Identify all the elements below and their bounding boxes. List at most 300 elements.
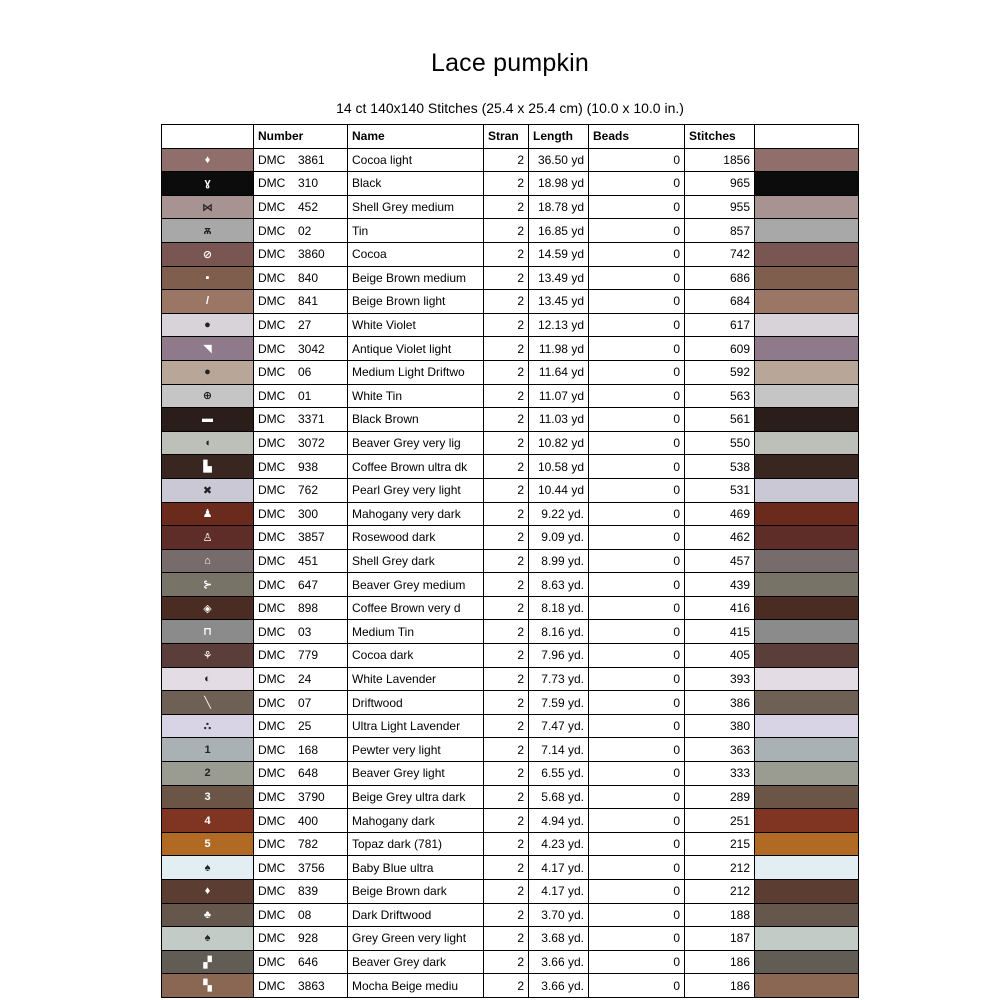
thread-beads: 0: [589, 596, 685, 620]
thread-strands: 2: [484, 478, 529, 502]
table-row: [162, 337, 859, 361]
table-row: [162, 974, 859, 998]
thread-length: 18.78 yd: [529, 195, 589, 219]
thread-brand: DMC: [258, 436, 286, 451]
thread-strands: 2: [484, 832, 529, 856]
symbol-swatch: ♦: [162, 880, 254, 904]
thread-strands: 2: [484, 573, 529, 597]
table-row: [162, 856, 859, 880]
thread-name: Cocoa light: [348, 148, 484, 172]
thread-brand: DMC: [258, 813, 286, 828]
thread-beads: 0: [589, 738, 685, 762]
thread-stitches: 186: [685, 950, 755, 974]
table-row: [162, 620, 859, 644]
thread-length: 10.58 yd: [529, 455, 589, 479]
thread-strands: 2: [484, 644, 529, 668]
symbol-swatch: ◈: [162, 596, 254, 620]
thread-length: 11.07 yd: [529, 384, 589, 408]
thread-number: [254, 762, 348, 786]
thread-name: Rosewood dark: [348, 526, 484, 550]
symbol-swatch: ♠: [162, 856, 254, 880]
table-row: [162, 785, 859, 809]
thread-beads: 0: [589, 455, 685, 479]
symbol-swatch: 4: [162, 809, 254, 833]
thread-length: 8.18 yd.: [529, 596, 589, 620]
symbol-swatch: ◖: [162, 431, 254, 455]
color-swatch: [755, 455, 859, 479]
thread-stitches: 955: [685, 195, 755, 219]
thread-strands: 2: [484, 195, 529, 219]
thread-code: 27: [298, 318, 312, 333]
thread-brand: DMC: [258, 978, 286, 993]
table-row: [162, 478, 859, 502]
thread-beads: 0: [589, 526, 685, 550]
table-row: [162, 266, 859, 290]
thread-name: Cocoa: [348, 242, 484, 266]
thread-brand: DMC: [258, 837, 286, 852]
thread-name: Mocha Beige mediu: [348, 974, 484, 998]
thread-name: Antique Violet light: [348, 337, 484, 361]
thread-length: 8.16 yd.: [529, 620, 589, 644]
color-swatch: [755, 148, 859, 172]
thread-name: Beige Brown light: [348, 290, 484, 314]
thread-length: 3.70 yd.: [529, 903, 589, 927]
thread-name: Medium Light Driftwo: [348, 360, 484, 384]
thread-beads: 0: [589, 384, 685, 408]
thread-brand: DMC: [258, 719, 286, 734]
table-row: [162, 290, 859, 314]
color-swatch: [755, 950, 859, 974]
thread-stitches: 684: [685, 290, 755, 314]
symbol-swatch: ▬: [162, 408, 254, 432]
thread-brand: DMC: [258, 388, 286, 403]
thread-stitches: 380: [685, 714, 755, 738]
color-swatch: [755, 667, 859, 691]
thread-name: White Tin: [348, 384, 484, 408]
thread-length: 4.23 yd.: [529, 832, 589, 856]
symbol-swatch: ●: [162, 360, 254, 384]
symbol-swatch: ♠: [162, 927, 254, 951]
thread-stitches: 186: [685, 974, 755, 998]
thread-number: [254, 337, 348, 361]
thread-number: [254, 502, 348, 526]
table-row: [162, 738, 859, 762]
symbol-swatch: ⚘: [162, 644, 254, 668]
thread-stitches: 531: [685, 478, 755, 502]
thread-beads: 0: [589, 762, 685, 786]
thread-beads: 0: [589, 880, 685, 904]
thread-beads: 0: [589, 832, 685, 856]
thread-code: 648: [298, 766, 319, 781]
thread-strands: 2: [484, 148, 529, 172]
symbol-swatch: ▙: [162, 455, 254, 479]
thread-number: [254, 691, 348, 715]
thread-strands: 2: [484, 785, 529, 809]
thread-stitches: 386: [685, 691, 755, 715]
thread-stitches: 462: [685, 526, 755, 550]
thread-strands: 2: [484, 384, 529, 408]
symbol-swatch: ●: [162, 313, 254, 337]
symbol-swatch: ✖: [162, 478, 254, 502]
thread-length: 8.99 yd.: [529, 549, 589, 573]
thread-number: [254, 667, 348, 691]
thread-stitches: 742: [685, 242, 755, 266]
color-swatch: [755, 290, 859, 314]
thread-code: 762: [298, 483, 319, 498]
symbol-swatch: ♙: [162, 526, 254, 550]
thread-brand: DMC: [258, 365, 286, 380]
thread-number: [254, 526, 348, 550]
table-row: [162, 691, 859, 715]
thread-number: [254, 313, 348, 337]
symbol-swatch: ⊕: [162, 384, 254, 408]
color-swatch: [755, 880, 859, 904]
thread-code: 300: [298, 506, 319, 521]
table-row: [162, 313, 859, 337]
thread-beads: 0: [589, 974, 685, 998]
thread-brand: DMC: [258, 530, 286, 545]
thread-length: 3.68 yd.: [529, 927, 589, 951]
thread-brand: DMC: [258, 789, 286, 804]
symbol-swatch: /: [162, 290, 254, 314]
thread-strands: 2: [484, 927, 529, 951]
thread-strands: 2: [484, 809, 529, 833]
thread-name: Beaver Grey medium: [348, 573, 484, 597]
thread-number: [254, 620, 348, 644]
thread-length: 3.66 yd.: [529, 974, 589, 998]
table-row: [162, 667, 859, 691]
thread-length: 11.98 yd: [529, 337, 589, 361]
thread-strands: 2: [484, 714, 529, 738]
symbol-swatch: ∴: [162, 714, 254, 738]
thread-strands: 2: [484, 620, 529, 644]
thread-length: 8.63 yd.: [529, 573, 589, 597]
thread-stitches: 439: [685, 573, 755, 597]
thread-name: Black Brown: [348, 408, 484, 432]
header-beads: Beads: [589, 125, 685, 149]
thread-name: Shell Grey dark: [348, 549, 484, 573]
thread-code: 07: [298, 695, 312, 710]
color-swatch: [755, 856, 859, 880]
thread-number: [254, 408, 348, 432]
thread-length: 3.66 yd.: [529, 950, 589, 974]
thread-code: 3863: [298, 978, 325, 993]
thread-code: 3857: [298, 530, 325, 545]
header-length: Length: [529, 125, 589, 149]
thread-beads: 0: [589, 431, 685, 455]
thread-length: 16.85 yd: [529, 219, 589, 243]
thread-beads: 0: [589, 266, 685, 290]
thread-beads: 0: [589, 950, 685, 974]
thread-number: [254, 148, 348, 172]
thread-brand: DMC: [258, 742, 286, 757]
thread-number: [254, 785, 348, 809]
thread-strands: 2: [484, 880, 529, 904]
table-row: [162, 950, 859, 974]
symbol-swatch: 5: [162, 832, 254, 856]
thread-name: Tin: [348, 219, 484, 243]
thread-code: 400: [298, 813, 319, 828]
thread-name: Cocoa dark: [348, 644, 484, 668]
thread-code: 3072: [298, 436, 325, 451]
thread-name: Beaver Grey dark: [348, 950, 484, 974]
color-swatch: [755, 549, 859, 573]
header-stitches: Stitches: [685, 125, 755, 149]
thread-code: 06: [298, 365, 312, 380]
thread-name: Beige Brown dark: [348, 880, 484, 904]
thread-brand: DMC: [258, 931, 286, 946]
table-row: [162, 927, 859, 951]
thread-name: Driftwood: [348, 691, 484, 715]
table-row: [162, 242, 859, 266]
thread-beads: 0: [589, 242, 685, 266]
symbol-swatch: ɣ: [162, 172, 254, 196]
thread-length: 6.55 yd.: [529, 762, 589, 786]
symbol-swatch: ѫ: [162, 219, 254, 243]
thread-beads: 0: [589, 337, 685, 361]
thread-strands: 2: [484, 856, 529, 880]
symbol-swatch: ▞: [162, 950, 254, 974]
thread-beads: 0: [589, 644, 685, 668]
symbol-swatch: ◥: [162, 337, 254, 361]
thread-code: 01: [298, 388, 312, 403]
thread-name: White Lavender: [348, 667, 484, 691]
thread-strands: 2: [484, 360, 529, 384]
thread-beads: 0: [589, 502, 685, 526]
thread-name: Black: [348, 172, 484, 196]
thread-key-table: [161, 124, 859, 998]
thread-number: [254, 596, 348, 620]
header-name: Name: [348, 125, 484, 149]
thread-number: [254, 290, 348, 314]
thread-brand: DMC: [258, 412, 286, 427]
table-row: [162, 880, 859, 904]
thread-stitches: 333: [685, 762, 755, 786]
thread-brand: DMC: [258, 860, 286, 875]
thread-length: 7.14 yd.: [529, 738, 589, 762]
thread-length: 11.64 yd: [529, 360, 589, 384]
thread-length: 9.22 yd.: [529, 502, 589, 526]
thread-number: [254, 903, 348, 927]
thread-length: 9.09 yd.: [529, 526, 589, 550]
thread-number: [254, 880, 348, 904]
table-row: [162, 714, 859, 738]
thread-strands: 2: [484, 667, 529, 691]
thread-strands: 2: [484, 526, 529, 550]
thread-brand: DMC: [258, 223, 286, 238]
color-swatch: [755, 431, 859, 455]
thread-number: [254, 809, 348, 833]
thread-stitches: 469: [685, 502, 755, 526]
thread-name: Medium Tin: [348, 620, 484, 644]
thread-length: 7.73 yd.: [529, 667, 589, 691]
thread-name: Beaver Grey very lig: [348, 431, 484, 455]
table-row: [162, 762, 859, 786]
thread-stitches: 188: [685, 903, 755, 927]
color-swatch: [755, 478, 859, 502]
thread-brand: DMC: [258, 459, 286, 474]
thread-code: 840: [298, 270, 319, 285]
thread-number: [254, 927, 348, 951]
thread-stitches: 1856: [685, 148, 755, 172]
table-row: [162, 573, 859, 597]
thread-stitches: 609: [685, 337, 755, 361]
thread-stitches: 363: [685, 738, 755, 762]
thread-length: 4.17 yd.: [529, 856, 589, 880]
thread-length: 11.03 yd: [529, 408, 589, 432]
thread-brand: DMC: [258, 884, 286, 899]
thread-strands: 2: [484, 974, 529, 998]
symbol-swatch: ▪: [162, 266, 254, 290]
color-swatch: [755, 785, 859, 809]
thread-stitches: 457: [685, 549, 755, 573]
color-swatch: [755, 762, 859, 786]
thread-code: 02: [298, 223, 312, 238]
table-row: [162, 408, 859, 432]
thread-brand: DMC: [258, 318, 286, 333]
symbol-swatch: ⊘: [162, 242, 254, 266]
thread-strands: 2: [484, 337, 529, 361]
thread-length: 4.94 yd.: [529, 809, 589, 833]
symbol-swatch: 1: [162, 738, 254, 762]
color-swatch: [755, 313, 859, 337]
thread-beads: 0: [589, 408, 685, 432]
thread-name: Shell Grey medium: [348, 195, 484, 219]
thread-brand: DMC: [258, 176, 286, 191]
header-color: [755, 125, 859, 149]
symbol-swatch: ⊱: [162, 573, 254, 597]
table-row: [162, 384, 859, 408]
thread-beads: 0: [589, 290, 685, 314]
thread-name: Pearl Grey very light: [348, 478, 484, 502]
thread-brand: DMC: [258, 577, 286, 592]
thread-brand: DMC: [258, 955, 286, 970]
thread-stitches: 686: [685, 266, 755, 290]
color-swatch: [755, 596, 859, 620]
thread-length: 36.50 yd: [529, 148, 589, 172]
table-row: [162, 644, 859, 668]
thread-code: 839: [298, 884, 319, 899]
thread-code: 451: [298, 553, 319, 568]
thread-length: 13.49 yd: [529, 266, 589, 290]
symbol-swatch: ◐: [162, 667, 254, 691]
thread-beads: 0: [589, 691, 685, 715]
thread-name: Mahogany very dark: [348, 502, 484, 526]
symbol-swatch: ⊓: [162, 620, 254, 644]
thread-strands: 2: [484, 903, 529, 927]
symbol-swatch: ╲: [162, 691, 254, 715]
header-symbol: [162, 125, 254, 149]
thread-number: [254, 455, 348, 479]
thread-brand: DMC: [258, 553, 286, 568]
thread-strands: 2: [484, 596, 529, 620]
thread-brand: DMC: [258, 648, 286, 663]
thread-strands: 2: [484, 762, 529, 786]
color-swatch: [755, 195, 859, 219]
thread-number: [254, 478, 348, 502]
thread-code: 3756: [298, 860, 325, 875]
thread-number: [254, 242, 348, 266]
thread-code: 3790: [298, 789, 325, 804]
thread-stitches: 212: [685, 856, 755, 880]
table-row: [162, 549, 859, 573]
thread-code: 928: [298, 931, 319, 946]
color-swatch: [755, 408, 859, 432]
table-row: [162, 832, 859, 856]
thread-number: [254, 644, 348, 668]
thread-brand: DMC: [258, 341, 286, 356]
thread-code: 841: [298, 294, 319, 309]
thread-length: 5.68 yd.: [529, 785, 589, 809]
thread-code: 782: [298, 837, 319, 852]
thread-strands: 2: [484, 738, 529, 762]
color-swatch: [755, 644, 859, 668]
thread-strands: 2: [484, 549, 529, 573]
thread-stitches: 289: [685, 785, 755, 809]
thread-beads: 0: [589, 549, 685, 573]
thread-name: Dark Driftwood: [348, 903, 484, 927]
thread-brand: DMC: [258, 624, 286, 639]
thread-strands: 2: [484, 455, 529, 479]
thread-code: 168: [298, 742, 319, 757]
header-number: Number: [254, 125, 348, 149]
thread-name: Beige Brown medium: [348, 266, 484, 290]
thread-code: 03: [298, 624, 312, 639]
thread-number: [254, 266, 348, 290]
thread-brand: DMC: [258, 907, 286, 922]
thread-stitches: 563: [685, 384, 755, 408]
thread-strands: 2: [484, 172, 529, 196]
color-swatch: [755, 738, 859, 762]
color-swatch: [755, 903, 859, 927]
color-swatch: [755, 714, 859, 738]
table-row: [162, 809, 859, 833]
thread-stitches: 561: [685, 408, 755, 432]
thread-brand: DMC: [258, 200, 286, 215]
thread-stitches: 405: [685, 644, 755, 668]
thread-strands: 2: [484, 691, 529, 715]
color-swatch: [755, 809, 859, 833]
thread-brand: DMC: [258, 766, 286, 781]
symbol-swatch: ♟: [162, 502, 254, 526]
thread-number: [254, 832, 348, 856]
table-header-row: [162, 125, 859, 149]
thread-code: 898: [298, 601, 319, 616]
thread-number: [254, 219, 348, 243]
thread-length: 4.17 yd.: [529, 880, 589, 904]
thread-length: 10.44 yd: [529, 478, 589, 502]
thread-stitches: 617: [685, 313, 755, 337]
thread-name: Beige Grey ultra dark: [348, 785, 484, 809]
thread-length: 10.82 yd: [529, 431, 589, 455]
thread-beads: 0: [589, 809, 685, 833]
thread-code: 3861: [298, 152, 325, 167]
table-row: [162, 360, 859, 384]
color-swatch: [755, 219, 859, 243]
thread-number: [254, 974, 348, 998]
color-swatch: [755, 242, 859, 266]
thread-beads: 0: [589, 927, 685, 951]
symbol-swatch: ▚: [162, 974, 254, 998]
thread-brand: DMC: [258, 695, 286, 710]
thread-number: [254, 195, 348, 219]
header-strands: Stran: [484, 125, 529, 149]
thread-name: Coffee Brown ultra dk: [348, 455, 484, 479]
thread-number: [254, 573, 348, 597]
thread-strands: 2: [484, 313, 529, 337]
thread-stitches: 212: [685, 880, 755, 904]
table-row: [162, 431, 859, 455]
